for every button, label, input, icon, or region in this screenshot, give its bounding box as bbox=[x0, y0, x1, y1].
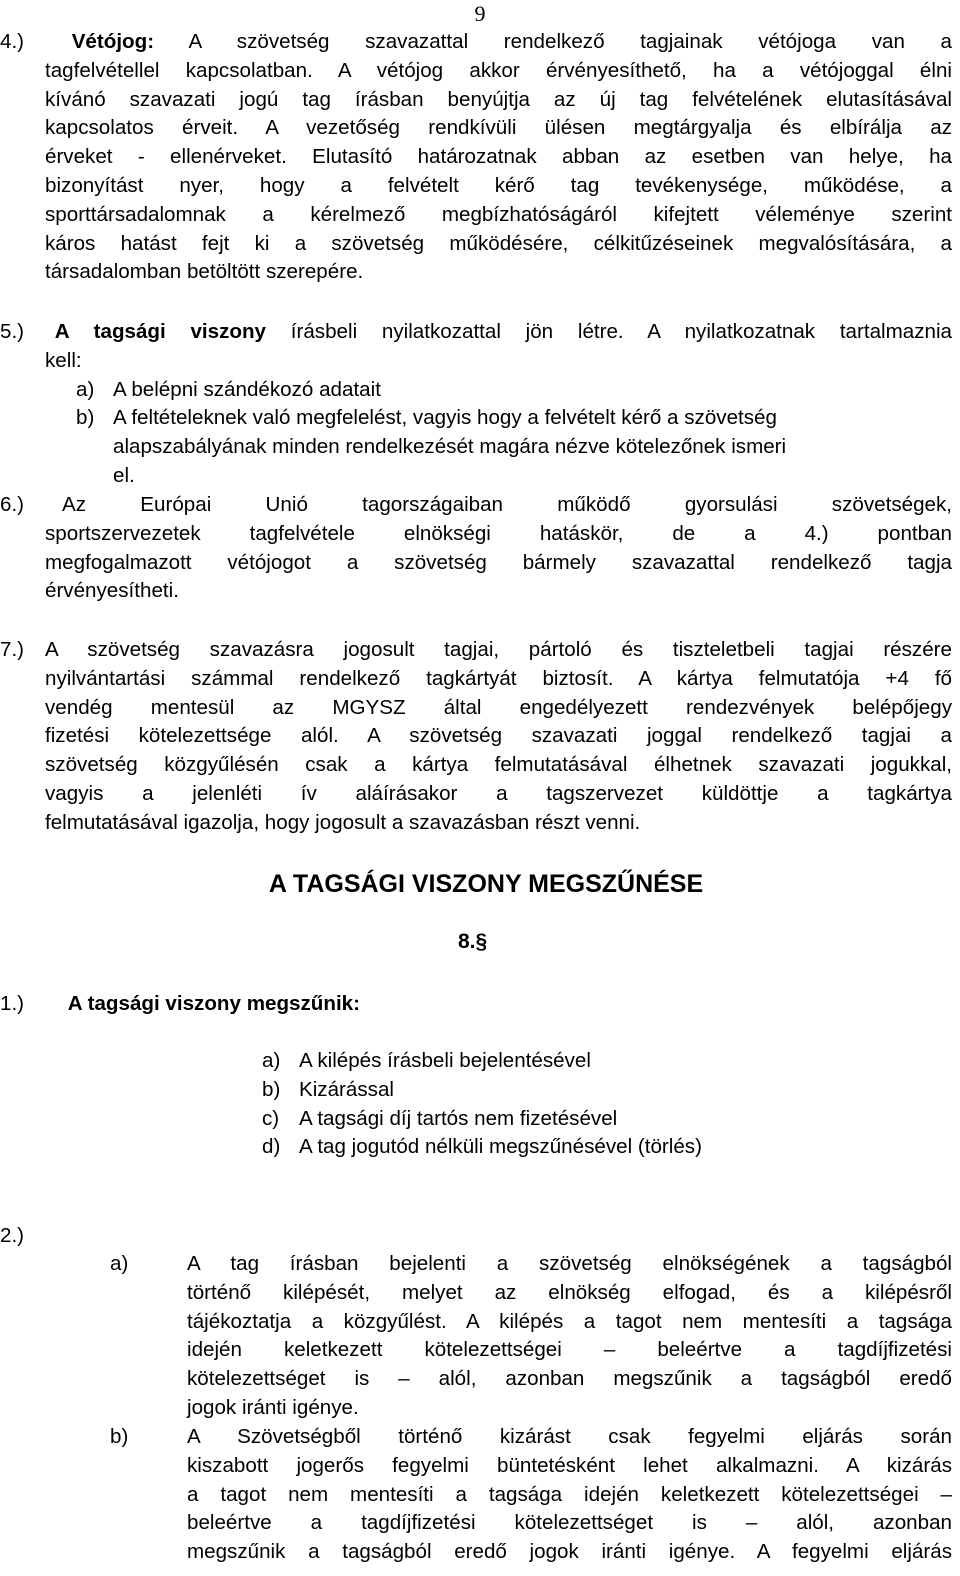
section-6: 6.) Az Európai Unió tagországaiban működő gyorsulási szövetségek, sportszervezetek tagfelvétele elnökségi hatáskör, de a 4.) pontban megfogalmazott vétójogot a szövetség bármely szavazattal rendelkező tagja érvényesítheti. bbox=[0, 493, 952, 603]
section-7-number: 7.) bbox=[0, 638, 25, 661]
list-item: b) Kizárással bbox=[262, 1077, 394, 1101]
list-item: a) A kilépés írásbeli bejelentésével bbox=[262, 1049, 591, 1072]
section-5-list bbox=[76, 376, 952, 491]
list-item: d) A tag jogutód nélküli megszűnésével (törlés) bbox=[262, 1135, 702, 1159]
paragraph-mark: 8.§ bbox=[458, 930, 488, 953]
termination-1-title: A tagsági viszony megszűnik: bbox=[67, 992, 360, 1015]
termination-2-item-b: b) A Szövetségből történő kizárást csak fegyelmi eljárás során kiszabott jogerős fegyelmi büntetésként lehet alkalmazni. A kizárás a tagot nem mentesíti a tagsága idején keletkezett kötelezettségei – beleértve a tagdíjfizetési kötelezettséget is – alól, azonban megszűnik a tagságból eredő jogok iránti igénye. A fegyelmi eljárás bbox=[110, 1425, 952, 1564]
termination-section-1 bbox=[0, 990, 952, 1019]
list-item: c) A tagsági díj tartós nem fizetésével bbox=[262, 1106, 618, 1130]
section-4-body: tagfelvétellel kapcsolatban. A vétójog akkor érvényesíthető, ha a vétójoggal élni kívánó szavazati jogú tag írásban benyújtja az új tag felvételének elutasításával kapcsolatos érveit. A vezetőség rendkívüli ülésen megtárgyalja és elbírálja az érveket - ellenérveket. Elutasító határozatnak abban az esetben van helye, ha bizonyítást nyer, hogy a felvételt kérő tag tevékenysége, működése, a sporttársadalomnak a kérelmező megbízhatóságáról kifejtett véleménye szerint káros hatást fejt ki a szövetség működésére, célkitűzéseinek megvalósítására, a társadalomban betöltött szerepére. bbox=[45, 58, 952, 284]
section-4-title: Vétójog: bbox=[71, 30, 155, 53]
section-heading: A TAGSÁGI VISZONY MEGSZŰNÉSE bbox=[268, 870, 704, 898]
termination-2-number: 2.) bbox=[0, 1224, 25, 1247]
list-item: b) A feltételeknek való megfelelést, vagyis hogy a felvételt kérő a szövetség alapszabályának minden rendelkezését magára nézve kötelezőnek ismeri el. bbox=[76, 406, 787, 487]
termination-1-number: 1.) bbox=[0, 992, 25, 1015]
section-4-number: 4.) bbox=[0, 30, 25, 53]
section-5-number: 5.) bbox=[0, 320, 25, 343]
section-4: 4.) Vétójog: A szövetség szavazattal rendelkező tagjainak vétójoga van a tagfelvétellel kapcsolatban. A vétójog akkor érvényesíthető, ha a vétójoggal élni kívánó szavazati jogú tag írásban benyújtja az új tag felvételének elutasításával kapcsolatos érveit. A vezetőség rendkívüli ülésen megtárgyalja és elbírálja az érveket - ellenérveket. Elutasító határozatnak abban az esetben van helye, ha bizonyítást nyer, hogy a felvételt kérő tag tevékenysége, működése, a sporttársadalomnak a kérelmező megbízhatóságáról kifejtett véleménye szerint káros hatást fejt ki a szövetség működésére, célkitűzéseinek megvalósítására, a társadalomban betöltött szerepére. bbox=[0, 28, 952, 287]
section-5: 5.) A tagsági viszony írásbeli nyilatkozattal jön létre. A nyilatkozatnak tartalmaznia kell: a) A belépni szándékozó adatait b) A feltételeknek való megfelelést, vagyis hogy a felvételt kérő a szövetség alapszabályának minden rendelkezését magára nézve kötelezőnek ismeri el. bbox=[0, 318, 952, 491]
termination-2-item-a: a) A tag írásban bejelenti a szövetség elnökségének a tagságból történő kilépését, melyet az elnökség elfogad, és a kilépésről tájékoztatja a közgyűlést. A kilépés a tagot nem mentesíti a tagsága idején keletkezett kötelezettségei – beleértve a tagdíjfizetési kötelezettséget is – alól, azonban megszűnik a tagságból eredő jogok iránti igénye. bbox=[110, 1252, 952, 1419]
section-5-title: A tagsági viszony bbox=[54, 320, 267, 343]
page-number: 9 bbox=[474, 1, 486, 26]
termination-list bbox=[262, 1047, 702, 1162]
list-item: a) A belépni szándékozó adatait bbox=[76, 377, 381, 401]
section-7: 7.) A szövetség szavazásra jogosult tagjai, pártoló és tiszteletbeli tagjai részére nyilvántartási számmal rendelkező tagkártyát biztosít. A kártya felmutatója +4 fő vendég mentesül az MGYSZ által engedélyezett rendezvények belépőjegy fizetési kötelezettsége alól. A szövetség szavazati joggal rendelkező tagjai a szövetség közgyűlésén csak a kártya felmutatásával élhetnek szavazati jogukkal, vagyis a jelenléti ív aláírásakor a tagszervezet küldöttje a tagkártya felmutatásával igazolja, hogy jogosult a szavazásban részt venni. bbox=[0, 638, 952, 834]
termination-section-2 bbox=[0, 1222, 24, 1251]
section-6-number: 6.) bbox=[0, 493, 25, 516]
